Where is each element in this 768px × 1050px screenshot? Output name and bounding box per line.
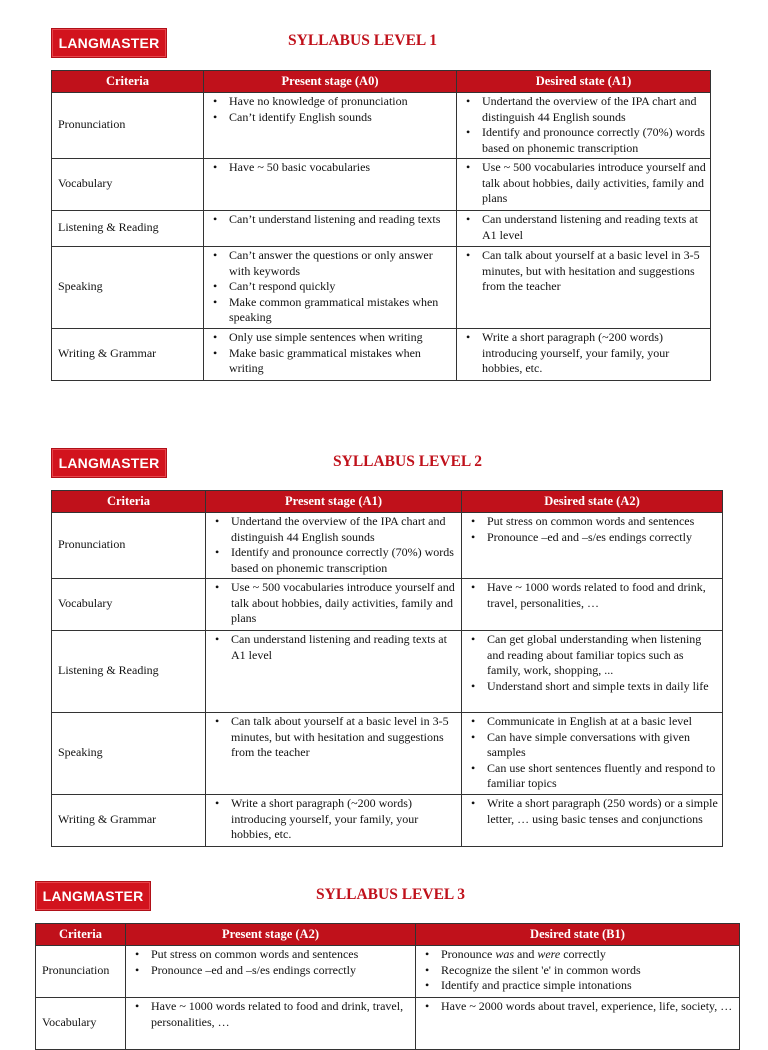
desired-cell [416, 946, 740, 998]
present-cell [204, 329, 457, 381]
bullet-item: • Make common grammatical mistakes when speaking [207, 295, 453, 326]
desired-cell [462, 713, 723, 795]
syllabus-table [35, 923, 740, 1050]
table-row [52, 795, 723, 847]
bullet-item: • Identify and pronounce correctly (70%) words based on phonemic transcription [209, 545, 458, 576]
table-row [52, 713, 723, 795]
header-desired: Desired state (A1) [457, 71, 711, 93]
bullet-item: • Write a short paragraph (250 words) or a simple letter, … using basic tenses and conjunctions [465, 796, 719, 827]
bullet-item: • Put stress on common words and sentences [465, 514, 719, 530]
header-criteria: Criteria [36, 924, 126, 946]
criteria-cell: Writing & Grammar [52, 795, 206, 847]
desired-cell [462, 795, 723, 847]
bullet-item: • Put stress on common words and sentences [129, 947, 412, 963]
bullet-item: • Can understand listening and reading texts at A1 level [209, 632, 458, 663]
present-cell [206, 713, 462, 795]
syllabus-table [51, 70, 711, 381]
bullet-item: • Only use simple sentences when writing [207, 330, 453, 346]
bullet-item: • Communicate in English at at a basic level [465, 714, 719, 730]
bullet-item: • Write a short paragraph (~200 words) introducing yourself, your family, your hobbies, etc. [460, 330, 707, 377]
desired-cell [457, 159, 711, 211]
table-row [52, 579, 723, 631]
present-cell [204, 93, 457, 159]
bullet-item: • Pronounce –ed and –s/es endings correctly [129, 963, 412, 979]
bullet-item: • Have no knowledge of pronunciation [207, 94, 453, 110]
section-title: SYLLABUS LEVEL 1 [288, 32, 438, 49]
bullet-item: • Can have simple conversations with given samples [465, 730, 719, 761]
present-cell [126, 946, 416, 998]
desired-cell [462, 631, 723, 713]
bullet-item: • Can use short sentences fluently and respond to familiar topics [465, 761, 719, 792]
bullet-item: • Have ~ 50 basic vocabularies [207, 160, 453, 176]
desired-cell [457, 211, 711, 247]
bullet-item: • Identify and practice simple intonations [419, 978, 736, 994]
present-cell [204, 159, 457, 211]
criteria-cell: Speaking [52, 713, 206, 795]
header-present: Present stage (A1) [206, 491, 462, 513]
bullet-item: • Pronounce –ed and –s/es endings correctly [465, 530, 719, 546]
criteria-cell: Speaking [52, 247, 204, 329]
table-row [52, 211, 711, 247]
bullet-item: • Write a short paragraph (~200 words) introducing yourself, your family, your hobbies, etc. [209, 796, 458, 843]
bullet-item: • Have ~ 1000 words related to food and drink, travel, personalities, … [465, 580, 719, 611]
bullet-item: • Have ~ 1000 words related to food and drink, travel, personalities, … [129, 999, 412, 1030]
criteria-cell: Pronunciation [52, 513, 206, 579]
section-title: SYLLABUS LEVEL 3 [316, 886, 466, 903]
header-desired: Desired state (B1) [416, 924, 740, 946]
emphasized-word: were [537, 947, 561, 961]
header-criteria: Criteria [52, 71, 204, 93]
bullet-item: • Use ~ 500 vocabularies introduce yourself and talk about hobbies, daily activities, family and plans [460, 160, 707, 207]
header-criteria: Criteria [52, 491, 206, 513]
criteria-cell: Writing & Grammar [52, 329, 204, 381]
criteria-cell: Vocabulary [52, 159, 204, 211]
criteria-cell: Pronunciation [52, 93, 204, 159]
table-row [52, 247, 711, 329]
bullet-item: • Can’t identify English sounds [207, 110, 453, 126]
header-present: Present stage (A2) [126, 924, 416, 946]
table-row [52, 329, 711, 381]
bullet-item: • Can’t respond quickly [207, 279, 453, 295]
bullet-item: • Can’t answer the questions or only answer with keywords [207, 248, 453, 279]
langmaster-logo: LANGMASTER [51, 448, 167, 478]
table-row [52, 513, 723, 579]
present-cell [206, 579, 462, 631]
desired-cell [457, 247, 711, 329]
bullet-item: • Make basic grammatical mistakes when writing [207, 346, 453, 377]
table-row [52, 159, 711, 211]
desired-cell [462, 579, 723, 631]
bullet-item: • Can talk about yourself at a basic level in 3-5 minutes, but with hesitation and suggestions from the teacher [460, 248, 707, 295]
present-cell [204, 247, 457, 329]
criteria-cell: Vocabulary [52, 579, 206, 631]
present-cell [204, 211, 457, 247]
header-desired: Desired state (A2) [462, 491, 723, 513]
langmaster-logo: LANGMASTER [51, 28, 167, 58]
present-cell [206, 631, 462, 713]
table-row [52, 631, 723, 713]
section-title: SYLLABUS LEVEL 2 [333, 453, 483, 470]
criteria-cell: Listening & Reading [52, 631, 206, 713]
bullet-item: • Identify and pronounce correctly (70%) words based on phonemic transcription [460, 125, 707, 156]
present-cell [206, 513, 462, 579]
table-row [52, 93, 711, 159]
criteria-cell: Listening & Reading [52, 211, 204, 247]
criteria-cell: Pronunciation [36, 946, 126, 998]
table-row [36, 946, 740, 998]
bullet-item: • Can get global understanding when listening and reading about familiar topics such as family, work, shopping, ... [465, 632, 719, 679]
langmaster-logo: LANGMASTER [35, 881, 151, 911]
bullet-item: • Can understand listening and reading texts at A1 level [460, 212, 707, 243]
bullet-item: • Recognize the silent 'e' in common words [419, 963, 736, 979]
bullet-item: • Undertand the overview of the IPA chart and distinguish 44 English sounds [460, 94, 707, 125]
desired-cell [457, 93, 711, 159]
desired-cell [462, 513, 723, 579]
bullet-item: • Understand short and simple texts in daily life [465, 679, 719, 695]
bullet-item: • Have ~ 2000 words about travel, experience, life, society, … [419, 999, 736, 1015]
present-cell [206, 795, 462, 847]
header-present: Present stage (A0) [204, 71, 457, 93]
bullet-item: • Pronounce was and were correctly [419, 947, 736, 963]
bullet-item: • Can’t understand listening and reading texts [207, 212, 453, 228]
bullet-item: • Can talk about yourself at a basic level in 3-5 minutes, but with hesitation and suggestions from the teacher [209, 714, 458, 761]
bullet-item: • Undertand the overview of the IPA chart and distinguish 44 English sounds [209, 514, 458, 545]
desired-cell [457, 329, 711, 381]
bullet-item: • Use ~ 500 vocabularies introduce yourself and talk about hobbies, daily activities, family and plans [209, 580, 458, 627]
emphasized-word: was [495, 947, 515, 961]
criteria-cell: Vocabulary [36, 998, 126, 1050]
syllabus-table [51, 490, 723, 847]
